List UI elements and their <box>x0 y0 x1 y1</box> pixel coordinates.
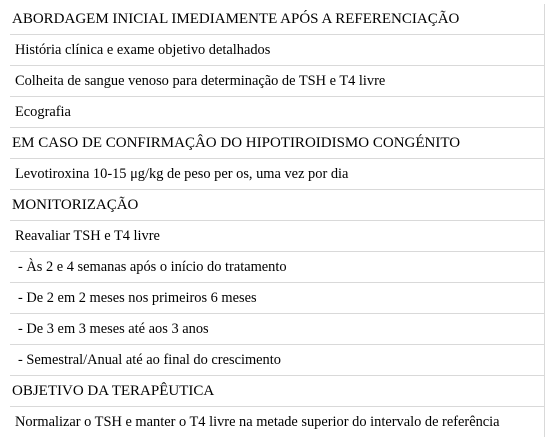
list-item: Reavaliar TSH e T4 livre <box>10 221 545 252</box>
table-row <box>10 190 545 221</box>
table-row <box>10 66 545 97</box>
protocol-table <box>10 4 545 437</box>
table-row <box>10 221 545 252</box>
table-row <box>10 407 545 438</box>
table-row <box>10 252 545 283</box>
section-heading-confirmation: EM CASO DE CONFIRMAÇÂO DO HIPOTIROIDISMO CONGÉNITO <box>10 128 545 159</box>
list-item: Ecografia <box>10 97 545 128</box>
list-item: Colheita de sangue venoso para determinação de TSH e T4 livre <box>10 66 545 97</box>
sub-list-item: - De 2 em 2 meses nos primeiros 6 meses <box>10 283 545 314</box>
table-row <box>10 35 545 66</box>
sub-list-item: - Semestral/Anual até ao final do crescimento <box>10 345 545 376</box>
table-row <box>10 376 545 407</box>
table-row <box>10 128 545 159</box>
section-heading-monitoring: MONITORIZAÇÃO <box>10 190 545 221</box>
sub-list-item: - De 3 em 3 meses até aos 3 anos <box>10 314 545 345</box>
list-item: Levotiroxina 10-15 μg/kg de peso per os, uma vez por dia <box>10 159 545 190</box>
table-row <box>10 159 545 190</box>
table-row <box>10 345 545 376</box>
section-heading-initial-approach: ABORDAGEM INICIAL IMEDIAMENTE APÓS A REFERENCIAÇÃO <box>10 4 545 35</box>
table-row <box>10 283 545 314</box>
section-heading-therapy-goal: OBJETIVO DA TERAPÊUTICA <box>10 376 545 407</box>
table-row <box>10 4 545 35</box>
sub-list-item: - Às 2 e 4 semanas após o início do tratamento <box>10 252 545 283</box>
table-row <box>10 97 545 128</box>
table-row <box>10 314 545 345</box>
list-item: Normalizar o TSH e manter o T4 livre na metade superior do intervalo de referência <box>10 407 545 438</box>
list-item: História clínica e exame objetivo detalhados <box>10 35 545 66</box>
